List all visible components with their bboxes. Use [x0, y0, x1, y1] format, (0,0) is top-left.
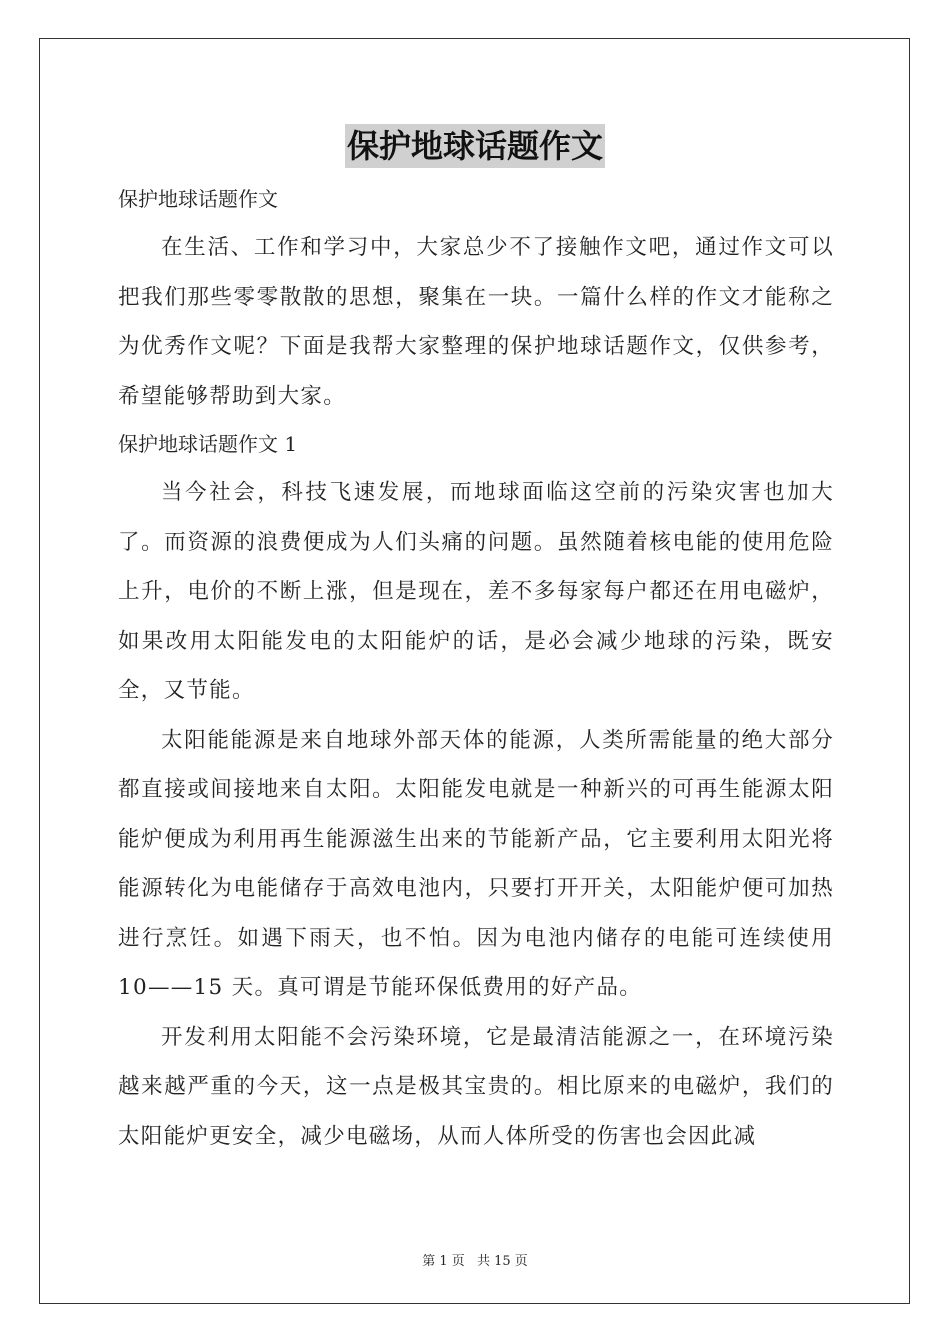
- body-paragraph: 开发利用太阳能不会污染环境，它是最清洁能源之一，在环境污染越来越严重的今天，这一点是极其宝贵的。相比原来的电磁炉，我们的太阳能炉更安全，减少电磁场，从而人体所受的伤害也会因此减: [118, 1024, 834, 1149]
- section-heading: 保护地球话题作文 1: [118, 432, 298, 456]
- intro-paragraph: 在生活、工作和学习中，大家总少不了接触作文吧，通过作文可以把我们那些零零散散的思想，聚集在一块。一篇什么样的作文才能称之为优秀作文呢？下面是我帮大家整理的保护地球话题作文，仅供参考，希望能够帮助到大家。: [118, 235, 834, 409]
- body-paragraph: 太阳能能源是来自地球外部天体的能源，人类所需能量的绝大部分都直接或间接地来自太阳。太阳能发电就是一种新兴的可再生能源太阳能炉便成为利用再生能源滋生出来的节能新产品，它主要利用太阳光将能源转化为电能储存于高效电池内，只要打开开关，太阳能炉便可加热进行烹饪。如遇下雨天，也不怕。因为电池内储存的电能可连续使用 10——15 天。真可谓是节能环保低费用的好产品。: [118, 727, 834, 1000]
- page-number-total: 共 15 页: [476, 1254, 528, 1269]
- document-subtitle: 保护地球话题作文: [118, 187, 278, 211]
- title-area: [0, 124, 950, 168]
- body-paragraph: 当今社会，科技飞速发展，而地球面临这空前的污染灾害也加大了。而资源的浪费便成为人们头痛的问题。虽然随着核电能的使用危险上升，电价的不断上涨，但是现在，差不多每家每户都还在用电磁炉，如果改用太阳能发电的太阳能炉的话，是必会减少地球的污染，既安全，又节能。: [118, 480, 834, 703]
- page-footer: [0, 1250, 950, 1269]
- page-number-current: 第 1 页: [422, 1254, 465, 1269]
- document-title: 保护地球话题作文: [345, 124, 605, 168]
- document-body: [118, 176, 834, 1161]
